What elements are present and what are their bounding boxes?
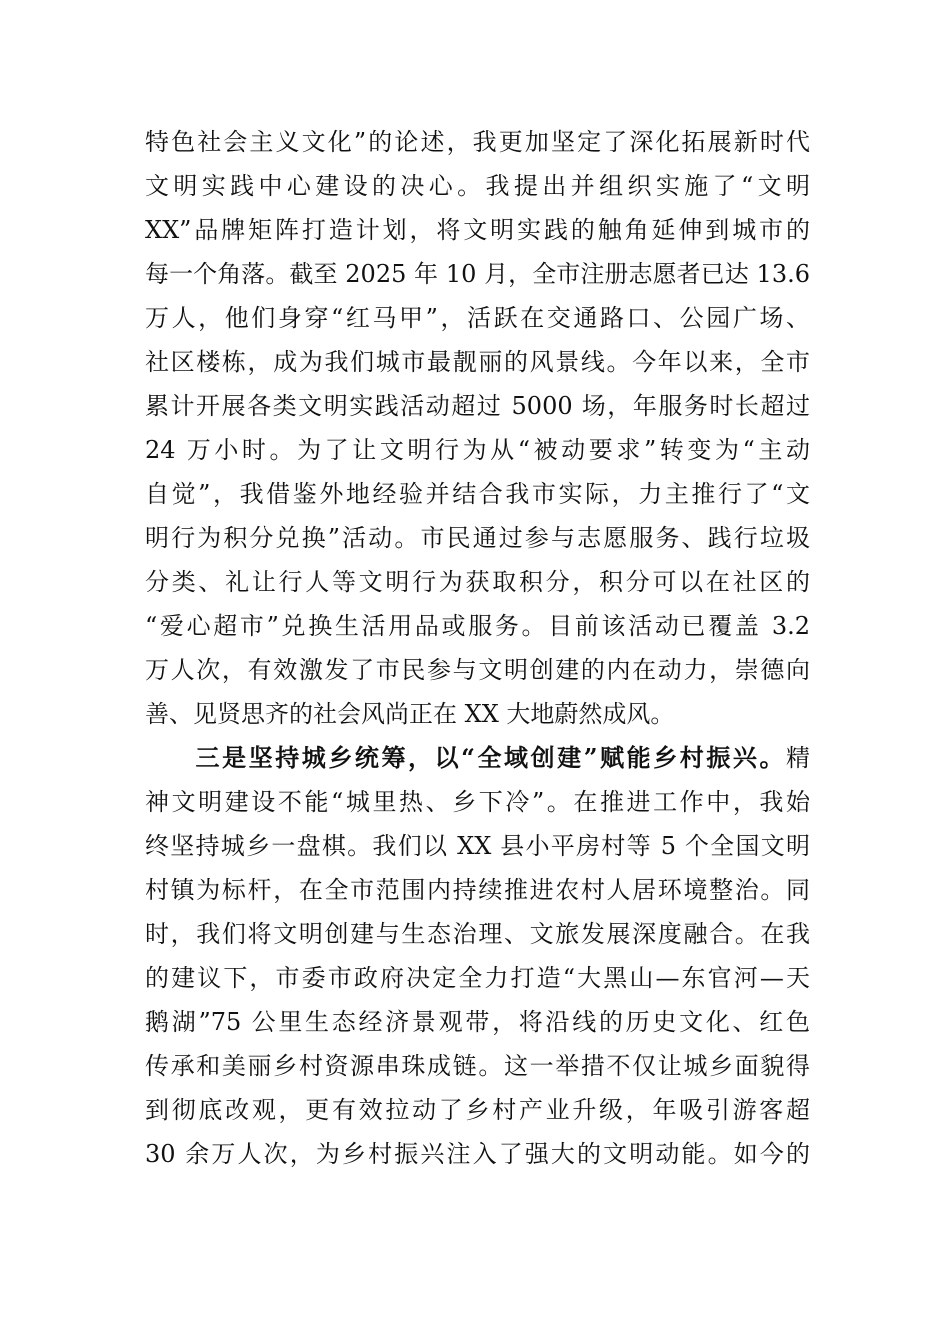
text-line: 万人次，有效激发了市民参与文明创建的内在动力，崇德向: [145, 656, 810, 684]
section-heading: 三是坚持城乡统筹，以“全域创建”赋能乡村振兴。: [193, 743, 786, 772]
text-line: 特色社会主义文化”的论述，我更加坚定了深化拓展新时代: [145, 128, 810, 156]
text-line: 明行为积分兑换”活动。市民通过参与志愿服务、践行垃圾: [145, 524, 810, 552]
text-line: 善、见贤思齐的社会风尚正在 XX 大地蔚然成风。: [145, 700, 675, 728]
text-line: 的建议下，市委市政府决定全力打造“大黑山—东官河—天: [145, 964, 810, 992]
text-line: 24 万小时。为了让文明行为从“被动要求”转变为“主动: [145, 436, 810, 464]
text-line: 30 余万人次，为乡村振兴注入了强大的文明动能。如今的: [145, 1140, 810, 1168]
text-line: XX”品牌矩阵打造计划，将文明实践的触角延伸到城市的: [145, 216, 810, 244]
text-line: 每一个角落。截至 2025 年 10 月，全市注册志愿者已达 13.6: [145, 260, 810, 288]
text-fragment: 精: [786, 744, 810, 772]
text-line-with-heading: [145, 736, 810, 780]
text-line: 社区楼栋，成为我们城市最靓丽的风景线。今年以来，全市: [145, 348, 810, 376]
text-line: 终坚持城乡一盘棋。我们以 XX 县小平房村等 5 个全国文明: [145, 832, 810, 860]
text-line: 文明实践中心建设的决心。我提出并组织实施了“文明: [145, 172, 810, 200]
text-line: 传承和美丽乡村资源串珠成链。这一举措不仅让城乡面貌得: [145, 1052, 810, 1080]
text-line: 神文明建设不能“城里热、乡下冷”。在推进工作中，我始: [145, 788, 810, 816]
paragraph-1: [145, 120, 810, 736]
text-line: 自觉”，我借鉴外地经验并结合我市实际，力主推行了“文: [145, 480, 810, 508]
text-line: 万人，他们身穿“红马甲”，活跃在交通路口、公园广场、: [145, 304, 810, 332]
text-line: “爱心超市”兑换生活用品或服务。目前该活动已覆盖 3.2: [145, 612, 810, 640]
paragraph-2: [145, 736, 810, 1176]
text-line: 累计开展各类文明实践活动超过 5000 场，年服务时长超过: [145, 392, 810, 420]
document-page: [145, 120, 810, 1176]
text-line: 到彻底改观，更有效拉动了乡村产业升级，年吸引游客超: [145, 1096, 810, 1124]
text-line: 鹅湖”75 公里生态经济景观带，将沿线的历史文化、红色: [145, 1008, 810, 1036]
text-line: 村镇为标杆，在全市范围内持续推进农村人居环境整治。同: [145, 876, 810, 904]
text-line: 时，我们将文明创建与生态治理、文旅发展深度融合。在我: [145, 920, 810, 948]
text-line: 分类、礼让行人等文明行为获取积分，积分可以在社区的: [145, 568, 810, 596]
